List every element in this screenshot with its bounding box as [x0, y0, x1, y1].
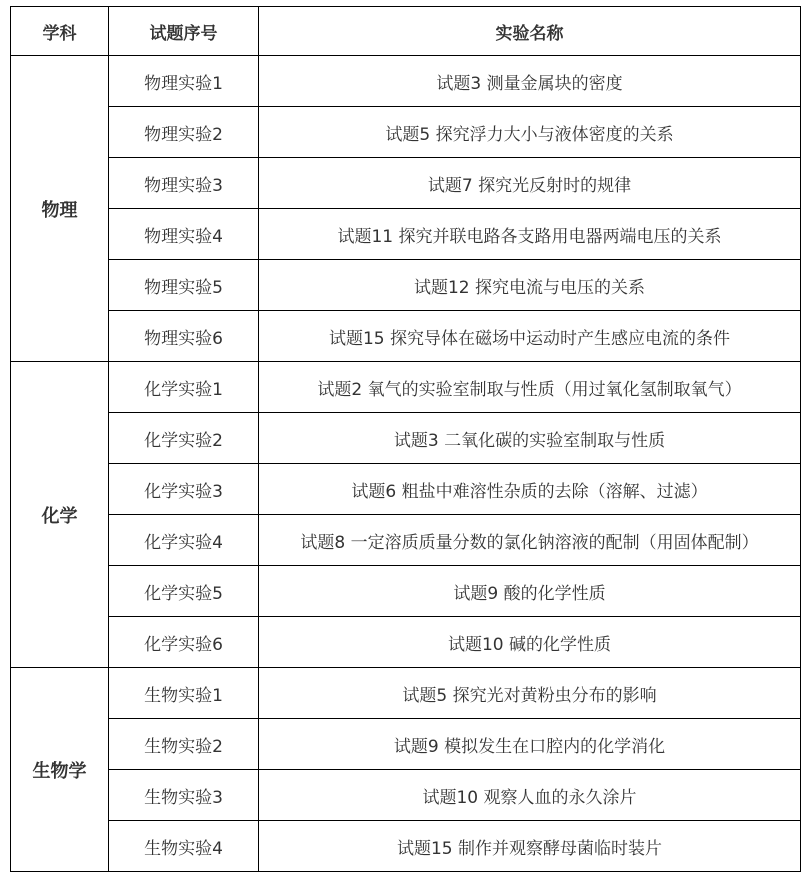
- table-row: [11, 617, 801, 668]
- table-row: [11, 56, 801, 107]
- experiment-name-cell: 试题10 观察人血的永久涂片: [259, 770, 801, 821]
- exam-number-cell: 化学实验5: [109, 566, 259, 617]
- experiment-name-cell: 试题11 探究并联电路各支路用电器两端电压的关系: [259, 209, 801, 260]
- header-exam-number: 试题序号: [109, 7, 259, 56]
- header-subject: 学科: [11, 7, 109, 56]
- experiment-name-cell: 试题9 模拟发生在口腔内的化学消化: [259, 719, 801, 770]
- experiment-name-cell: 试题7 探究光反射时的规律: [259, 158, 801, 209]
- experiment-name-cell: 试题5 探究浮力大小与液体密度的关系: [259, 107, 801, 158]
- table-row: [11, 362, 801, 413]
- exam-number-cell: 物理实验5: [109, 260, 259, 311]
- exam-number-cell: 化学实验1: [109, 362, 259, 413]
- table-row: [11, 770, 801, 821]
- table-row: [11, 311, 801, 362]
- exam-number-cell: 生物实验1: [109, 668, 259, 719]
- table-row: [11, 515, 801, 566]
- exam-number-cell: 生物实验2: [109, 719, 259, 770]
- table-row: [11, 158, 801, 209]
- exam-number-cell: 化学实验3: [109, 464, 259, 515]
- header-experiment-name: 实验名称: [259, 7, 801, 56]
- table-row: [11, 107, 801, 158]
- table-row: [11, 413, 801, 464]
- experiment-name-cell: 试题15 制作并观察酵母菌临时装片: [259, 821, 801, 872]
- exam-number-cell: 化学实验2: [109, 413, 259, 464]
- experiment-name-cell: 试题3 测量金属块的密度: [259, 56, 801, 107]
- experiment-name-cell: 试题5 探究光对黄粉虫分布的影响: [259, 668, 801, 719]
- header-row: [11, 7, 801, 56]
- experiment-name-cell: 试题9 酸的化学性质: [259, 566, 801, 617]
- experiment-name-cell: 试题12 探究电流与电压的关系: [259, 260, 801, 311]
- experiment-name-cell: 试题15 探究导体在磁场中运动时产生感应电流的条件: [259, 311, 801, 362]
- table-row: [11, 566, 801, 617]
- table-row: [11, 260, 801, 311]
- table-row: [11, 668, 801, 719]
- subject-cell-biology: 生物学: [11, 668, 109, 872]
- table-row: [11, 464, 801, 515]
- experiment-name-cell: 试题8 一定溶质质量分数的氯化钠溶液的配制（用固体配制）: [259, 515, 801, 566]
- experiment-name-cell: 试题6 粗盐中难溶性杂质的去除（溶解、过滤）: [259, 464, 801, 515]
- experiment-name-cell: 试题10 碱的化学性质: [259, 617, 801, 668]
- table-row: [11, 209, 801, 260]
- exam-number-cell: 物理实验4: [109, 209, 259, 260]
- subject-cell-chemistry: 化学: [11, 362, 109, 668]
- experiment-name-cell: 试题2 氧气的实验室制取与性质（用过氧化氢制取氧气）: [259, 362, 801, 413]
- exam-number-cell: 生物实验4: [109, 821, 259, 872]
- exam-number-cell: 物理实验3: [109, 158, 259, 209]
- experiment-name-cell: 试题3 二氧化碳的实验室制取与性质: [259, 413, 801, 464]
- exam-number-cell: 化学实验4: [109, 515, 259, 566]
- experiment-table: [10, 6, 801, 872]
- exam-number-cell: 物理实验2: [109, 107, 259, 158]
- exam-number-cell: 生物实验3: [109, 770, 259, 821]
- exam-number-cell: 化学实验6: [109, 617, 259, 668]
- table-row: [11, 719, 801, 770]
- subject-cell-physics: 物理: [11, 56, 109, 362]
- exam-number-cell: 物理实验1: [109, 56, 259, 107]
- exam-number-cell: 物理实验6: [109, 311, 259, 362]
- table-row: [11, 821, 801, 872]
